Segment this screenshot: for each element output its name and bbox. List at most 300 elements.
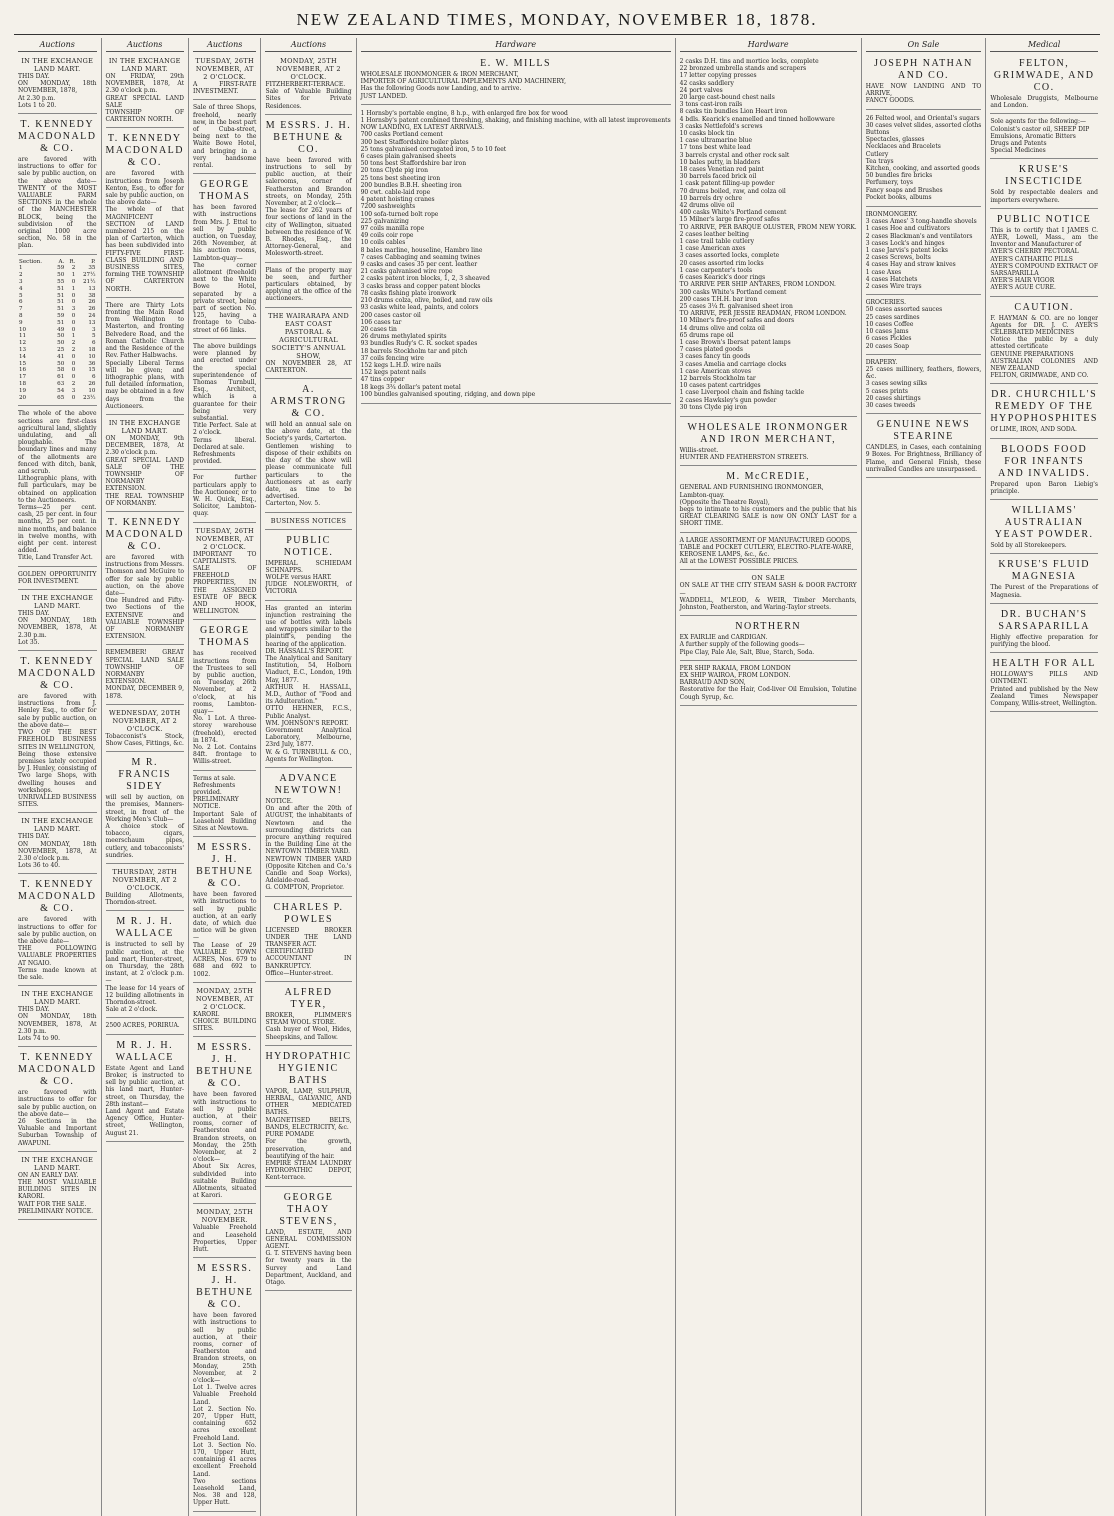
table-cell: 26 [88,299,96,306]
list-item: 42 drums olive oil [679,202,735,210]
ad-text: CANDLES, in Cases, each containing 9 Boxes. For Brightness, Brilliancy of Flame, and General Finish, these unrivalled Candles are unsurpassed. [865,444,982,473]
advertisement [265,532,351,601]
ad-headline: T. KENNEDY MACDONALD & CO. [18,1052,97,1088]
ad-text: (Opposite the Theatre Royal), [679,498,770,506]
table-cell: 51 [57,319,65,326]
list-item: 210 drums colza, olive, boiled, and raw oils [360,297,493,305]
list-item: 100 sofa-turned bolt rope [360,210,439,218]
table-cell: 10 [19,326,27,333]
advertisement [265,117,351,263]
ad-text: Sold by respectable dealers and importers everywhere. [990,189,1098,204]
ad-text: ARTHUR H. HASSALL, M.D., Author of "Food and its Adulteration." [265,683,352,706]
ad-text: JUDGE NOLEWORTH, of VICTORIA [265,581,352,596]
ad-text: is instructed to sell by public auction, at the land mart, Hunter-street, on Thursday, the 28th instant, at 2 o'clock p.m.— [105,941,184,985]
list-item: 93 bundles Rudy's C. R. socket spades [360,340,478,348]
ad-headline: DR. BUCHAN'S SARSAPARILLA [998,608,1090,632]
ad-title: IN THE EXCHANGE LAND MART. [108,57,181,73]
advertisement [680,535,857,571]
table-row [18,320,97,327]
list-item: 152 kegs patent nails [360,369,426,377]
ad-text: Sale of Valuable Building Sites for Private Residences. [265,88,352,110]
ad-headline: KRUSE'S FLUID MAGNESIA [998,559,1090,583]
ad-headline: T. KENNEDY MACDONALD & CO. [105,133,184,169]
ad-text: GOLDEN OPPORTUNITY FOR INVESTMENT. [18,570,97,585]
ad-text: TOWNSHIP OF CARTERTON NORTH. [105,109,184,124]
ad-text: Important Sale of Leasehold Building Sites at Newtown. [193,810,257,833]
ad-text: The whole of the above sections are first-class agricultural land, slightly undulating, and all ploughable. The boundary lines and many of the allotments are fenced with ditch, bank, and scrub. [18,410,97,476]
table-cell: 0 [71,367,76,374]
ad-text: FITZHERBERT-TERRACE. [265,81,346,88]
ad-text: Terms made known at the sale. [18,966,97,981]
ad-headline: M R. J. H. WALLACE [115,916,174,940]
table-cell: 1 [71,333,76,340]
ad-text: REMEMBER! GREAT SPECIAL LAND SALE TOWNSHIP OF NORMANBY EXTENSION. [105,649,184,686]
ad-text: WAIT FOR THE SALE. [18,1200,87,1208]
ad-title: IN THE EXCHANGE LAND MART. [21,1155,94,1172]
ad-text: THE FOLLOWING VALUABLE PROPERTIES AT NGAIO. [18,945,97,967]
advertisement [193,985,256,1038]
ad-headline: T. KENNEDY MACDONALD & CO. [18,656,97,692]
table-cell: 17 [19,374,27,381]
ad-headline: T. KENNEDY MACDONALD & CO. [18,119,97,155]
ad-title: THE WAIRARAPA AND EAST COAST PASTORAL & AGRICULTURAL SOCIETY'S ANNUAL SHOW, [268,311,349,360]
column-header: Auctions [18,40,97,52]
table-row [18,354,97,361]
ad-text: Lots 74 to 90. [18,1034,61,1042]
table-cell: 5 [91,333,96,340]
ad-text: 1 cases Hoe and cultivators [865,225,950,233]
advertisement [990,502,1098,554]
list-item: 70 drums boiled, raw, and colza oil [679,187,786,195]
table-cell: 50 [57,272,65,279]
advertisement [18,592,97,651]
table-cell: 25 [57,347,65,354]
list-item: 15 Milner's large fire-proof safes [679,216,780,224]
table-row [18,374,97,381]
ad-text: EX SHIP WAIROA, FROM LONDON. [679,672,791,680]
ad-text: JUST LANDED. [360,92,408,100]
table-cell: 13 [88,319,96,326]
table-cell: 21½ [82,279,96,286]
advertisement [106,866,185,911]
ad-text: THE MOST VALUABLE BUILDING SITES IN KARORI. [18,1179,97,1201]
table-cell: 11 [19,333,27,340]
ad-text: have been favored with instructions to sell by public auction, at an early date, of which due notice will be given— [193,891,257,942]
ad-title: MONDAY, 25TH NOVEMBER, AT 2 O'CLOCK. [195,986,254,1011]
advertisement [193,472,256,522]
table-cell: 6 [91,340,96,347]
advertisement [193,1206,256,1258]
list-item: TO ARRIVE, PER JESSIE READMAN, FROM LONDON. [679,310,847,318]
advertisement [990,55,1098,114]
ad-text: ON NOVEMBER 28, AT CARTERTON. [265,359,352,374]
ad-text: A further supply of the following goods— [679,641,805,649]
list-item: 3 tons cast-iron rails [679,101,743,109]
ad-text: CHOICE BUILDING SITES. [193,1017,257,1033]
list-item: 10 casks block tin [679,130,735,138]
ad-headline: M R. FRANCIS SIDEY [118,757,172,793]
ad-headline: ADVANCE NEWTOWN! [274,773,343,796]
ad-text: A FIRST-RATE INVESTMENT. [193,81,257,96]
list-item: TO ARRIVE, PER BARQUE OLUSTER, FROM NEW YORK. [679,223,857,231]
table-cell: 50 [57,333,65,340]
ad-title: IN THE EXCHANGE LAND MART. [21,594,94,611]
ad-text: ON SALE AT THE CITY STEAM SASH & DOOR FACTORY— [679,582,857,597]
table-cell: 3 [19,279,23,286]
table-cell: 0 [71,279,76,286]
column-1 [14,38,101,1516]
list-item: 8 bales marline, houseline, Hambro line [360,246,483,254]
table-cell: 3 [71,387,76,394]
ad-text: AYER'S CATHARTIC PILLS [990,255,1073,263]
ad-headline: M ESSRS. J. H. BETHUNE & CO. [196,1263,254,1311]
ad-text: The lease for 14 years of 12 building allotments in Thorndon-street. [105,984,184,1007]
ad-text: One Hundred and Fifty-two Sections of the EXTENSIVE and VALUABLE TOWNSHIP OF NORMANBY EXTENSION. [105,597,184,641]
ad-text: have been favored with instructions to sell by public auction, at their rooms, corner of Featherston and Brandon streets, on Monday, 25th November, at 2 o'clock— [193,1312,257,1384]
ad-headline: T. KENNEDY MACDONALD & CO. [18,879,97,915]
ad-headline: CAUTION. [1014,301,1074,313]
table-row [18,381,97,388]
list-item: 12 barrels Stockholm tar [679,374,756,382]
ad-text: Printed and published by the New Zealand Times Newspaper Company, Willis-street, Wellington. [990,685,1098,707]
advertisement [106,754,185,864]
list-item: 1 Hornsby's patent combined threshing, shaking, and finishing machine, with all latest improvements [360,117,671,125]
list-item: Fancy soaps and Brushes [865,186,943,194]
newspaper-title: NEW ZEALAND TIMES, MONDAY, NOVEMBER 18, 1878. [296,10,818,29]
table-header-row [18,259,97,266]
table-row [18,395,97,402]
ad-text: AYER'S COMPOUND EXTRACT OF SARSAPARILLA [990,262,1098,278]
ad-text: G. COMPTON, Proprietor. [265,884,344,892]
ad-headline: KRUSE'S INSECTICIDE [1005,164,1084,188]
ad-text: 4 cases Hatchets [865,275,918,283]
column-4 [260,38,355,1516]
column-header: Auctions [106,40,185,52]
list-item: 3 casks Nettlefold's screws [679,122,763,130]
advertisement [193,55,256,100]
table-row [18,286,97,293]
ad-text: Estate Agent and Land Broker, is instructed to sell by public auction, at his land mart, Hunter-street, on Thursday, the 28th instant— [105,1064,184,1108]
column-7 [861,38,986,1516]
advertisement [265,515,351,530]
ad-text: The above buildings were planned by and erected under the special superintendence of Thomas Turnbull, Esq., Architect, which is a guarantee for their being very substantial. [193,342,257,422]
list-item: Cutlery [865,150,889,158]
advertisement [265,55,351,115]
list-item: 20 tons Clyde pig iron [360,167,428,175]
ad-text: The Lease of 29 VALUABLE TOWN ACRES, Nos. 679 to 688 and 692 to 1002. [193,941,257,978]
table-cell: 7 [19,306,23,313]
ad-headline: WHOLESALE IRONMONGER AND IRON MERCHANT, [687,421,849,445]
table-cell: R. [69,258,76,265]
ad-text: TWO OF THE BEST FREEHOLD BUSINESS SITES IN WELLINGTON, [18,729,97,751]
list-item: 25 cases 3¼ ft. galvanised sheet iron [679,302,793,310]
column-3 [188,38,260,1516]
list-item: 3 cases assorted locks, complete [679,252,780,260]
list-item: 7200 sashweights [360,203,416,211]
table-cell: 13 [88,285,96,292]
ad-text: Plans of the property may be seen, and further particulars obtained, by applying at the office of the auctioneers. [265,266,352,303]
list-item: 2 cases leather belting [679,230,749,238]
advertisement [18,1154,97,1220]
ad-title: MONDAY, 25TH NOVEMBER. [196,1208,254,1225]
table-cell: 41 [57,353,65,360]
ad-headline: GEORGE THOMAS [199,625,251,649]
advertisement [193,102,256,174]
ad-text: Land Agent and Estate Agency Office, Hunter-street, Wellington, August 21. [105,1107,184,1137]
table-cell: 1 [71,272,76,279]
ad-text: are favored with instructions to offer for sale by public auction, on the above date— [18,916,97,945]
ad-text: Lot 2. Section No. 207, Upper Hutt, containing 652 acres excellent Freehold Land. [193,1405,257,1442]
table-cell: 5 [19,292,23,299]
list-item: 4 bdls. Kearick's enamelled and tinned hollowware [679,115,835,123]
ad-text: OTTO HEHNER, F.C.S., Public Analyst. [265,705,352,720]
ad-headline: T. KENNEDY MACDONALD & CO. [105,516,184,552]
ad-text: Building Allotments, Thorndon-street. [105,892,184,907]
advertisement [680,468,857,532]
ad-text: IMPERIAL SCHIEDAM SCHNAPPS. [265,559,352,574]
ad-text: will hold an annual sale on the above date, at the Society's yards, Carterton. [265,421,352,443]
table-cell: 3 [71,306,76,313]
column-header: Medical [990,40,1098,52]
ad-text: Sale at 2 o'clock. [105,1006,158,1014]
table-row [18,340,97,347]
ad-text: Terms—25 per cent. cash, 25 per cent. in four months, 25 per cent. in nine months, and balance in twelve months, with eight per cent. interest added. [18,504,97,555]
list-item: 7 cases plated goods [679,346,743,354]
ad-text: 4 cases Hay and straw knives [865,261,956,269]
ad-text: ON MONDAY, 18th NOVEMBER, 1878, At 2.30 p.m. [18,617,97,639]
ad-text: TABLE and POCKET CUTLERY, ELECTRO-PLATE-WARE, [679,543,854,551]
table-row [18,306,97,313]
ad-text: 3 cases sewing silks [865,380,927,388]
ad-text: Sold by all Storekeepers. [990,542,1067,550]
ad-text: G. T. STEVENS having been for twenty years in the Survey and Land Department, Auckland, and Otago. [265,1250,352,1286]
table-row [18,367,97,374]
table-cell: 36 [88,360,96,367]
ad-text: THIS DAY. [18,610,50,618]
table-row [18,313,97,320]
ad-text: KARORI. [193,1010,220,1018]
ad-text: Restorative for the Hair, Cod-liver Oil Emulsion, Tolutine Cough Syrup, &c. [679,686,857,701]
ad-text: THIS DAY. [18,1006,50,1014]
list-item: 20 cases assorted rim locks [679,259,764,267]
table-cell: 16 [19,367,27,374]
advertisement [866,297,982,354]
table-cell: A. [58,258,65,265]
ad-headline: GEORGE THOMAS [199,179,251,203]
list-item: 3 cases Amelia and carriage clocks [679,360,787,368]
advertisement [106,300,185,415]
ad-headline: PUBLIC NOTICE. [283,534,334,558]
list-item: Kitchen, cooking, and assorted goods [865,165,980,173]
list-item: 152 kegs L.H.D. wire nails [360,361,442,369]
table-cell: 63 [57,381,65,387]
table-cell: 2 [19,272,23,279]
advertisement [680,55,857,417]
table-cell: 50 [57,360,65,367]
ad-text: MONDAY, DECEMBER 9, 1878. [105,685,184,700]
advertisement [866,357,982,414]
ad-headline: HEALTH FOR ALL [992,658,1096,670]
ad-text: Carterton, Nov. 5. [265,500,321,508]
ad-text: Specially Liberal Terms will be given; and lithographic plans, with full detailed information, may be obtained in a few days from the Auctioneers. [105,359,184,410]
advertisement [265,381,351,512]
advertisement [680,419,857,466]
ad-headline: M ESSRS. J. H. BETHUNE & CO. [265,119,352,155]
table-cell: 9 [19,319,23,326]
table-row [18,361,97,368]
ad-headline: M ESSRS. J. H. BETHUNE & CO. [196,1042,254,1090]
ad-text: 10 cases Jams [865,328,909,336]
ad-text: Of LIME, IRON, AND SODA. [990,426,1077,434]
ad-headline: DR. CHURCHILL'S REMEDY OF THE HYPOPHOSPHITES [990,389,1098,425]
ad-text: DRAPERY. [865,358,898,366]
ad-text: ON MONDAY, 18th NOVEMBER, 1878, At 2.30 o'clock p.m. [18,840,97,862]
ad-headline: BLOODS FOOD FOR INFANTS AND INVALIDS. [998,443,1091,479]
table-cell: 2 [71,340,76,347]
table-row [18,279,97,286]
list-item: 10 bales putty, in bladders [679,158,761,166]
table-cell: 10 [88,387,96,394]
advertisement [193,622,256,770]
ad-text: are favored with instructions to offer for sale by public auction, on the above date— [18,1089,97,1118]
table-cell: 0 [71,326,76,333]
list-item: 2 casks D.H. tins and mortice locks, complete [679,58,819,65]
list-item: 37 coils fencing wire [360,354,424,362]
advertisement [193,341,256,470]
column-header: Hardware [361,40,671,52]
table-cell: 0 [71,292,76,299]
ad-text: FELTON, GRIMWADE, AND CO. [990,372,1089,380]
list-item: 6 cases plain galvanised sheets [360,153,456,161]
ad-text: has received instructions from the Trustees to sell by public auction, on Tuesday, 26th November, at 2 o'clock, at his rooms, Lambton-quay— [193,650,257,716]
advertisement [265,1048,351,1187]
ad-text: AYER'S CHERRY PECTORAL [990,248,1079,256]
ad-title: TUESDAY, 26TH NOVEMBER, AT 2 O'CLOCK. [195,526,254,551]
list-item: 10 Milner's fire-proof safes and doors [679,317,795,325]
table-cell: 59 [57,313,65,320]
list-item: 20 large cast-bound chest nails [679,94,775,102]
ad-text: WADDELL, M'LEOD, & WEIR, Timber Merchants, Johnston, Featherston, and Waring-Taylor streets. [679,596,857,611]
list-item: 1 case ultramarine blue [679,137,753,145]
ad-text: Being those extensive premises lately occupied by J. Hunley, consisting of Two large Shops, with dwelling houses and workshops. [18,750,97,794]
list-item: 200 cases T.H.H. bar iron [679,295,758,303]
table-cell: 51 [57,299,65,306]
table-cell: 26 [88,381,96,387]
ad-text: Title, Land Transfer Act. [18,554,93,562]
ad-text: Colonist's castor oil, SHEEP DIP [990,125,1090,133]
ad-text: 10 cases Coffee [865,320,914,328]
ad-text: LAND, ESTATE, AND GENERAL COMMISSION AGENT. [265,1228,352,1250]
ad-text: No. 2 Lot. Contains 84ft. frontage to Willis-street. [193,744,257,766]
ad-text: 50 cases assorted sauces [865,306,943,314]
list-item: 1 case carpenter's tools [679,266,753,274]
ad-title: IN THE EXCHANGE LAND MART. [21,817,94,834]
ad-headline: M. McCREDIE, [726,471,811,483]
ad-headline: JOSEPH NATHAN AND CO. [874,58,973,81]
list-item: 78 casks fishing plate ironwork [360,289,456,297]
ad-text: The Analytical and Sanitary Institution, 54, Holborn Viaduct, E.C., London, 19th May, 1877. [265,654,352,684]
list-item: Necklaces and Bracelets [865,143,941,151]
column-header: Hardware [680,40,857,52]
table-cell: 18 [88,347,96,354]
advertisement [990,386,1098,438]
ad-text: has been favored with instructions from Mrs. J. Ettel to sell by public auction, on Tuesday, 26th November, at his auction rooms, Lambton-quay— [193,204,257,262]
table-cell: 4 [19,285,23,292]
table-cell: 6 [19,299,23,306]
ad-text: PRELIMINARY NOTICE. [193,796,239,811]
ad-text: Terms at sale. [193,774,236,782]
table-row [18,333,97,340]
list-item: 97 coils manilla rope [360,225,425,233]
list-item: 7 cases Cabbaging and seaming twines [360,253,481,261]
ad-headline: A. ARMSTRONG & CO. [270,384,347,420]
list-item: 1 case American stoves [679,367,752,375]
ad-text: GREAT SPECIAL LAND SALE [105,94,184,109]
advertisement [106,707,185,752]
ad-text: HUNTER AND FEATHERSTON STREETS. [679,454,809,462]
ad-headline: GENUINE NEWS STEARINE [876,419,971,443]
advertisement [265,984,351,1046]
advertisement [193,839,256,982]
ad-headline: M ESSRS. J. H. BETHUNE & CO. [196,842,254,890]
ad-text: EX FAIRLIE and CARDIGAN. [679,634,768,642]
table-cell: 51 [57,285,65,292]
ad-text: Prepared upon Baron Liebig's principle. [990,480,1098,495]
ad-text: ON MONDAY, 18th NOVEMBER, 1878, At 2.30 p.m. [18,1013,97,1035]
ad-text: 20 cases shirtings [865,394,921,402]
table-cell: 14 [19,353,27,360]
table-cell: 65 [57,394,65,401]
list-item: 25 tons galvanised corrugated iron, 5 to 10 feet [360,145,507,153]
ad-text: LICENSED BROKER UNDER THE LAND TRANSFER ACT. [265,926,352,949]
table-cell: 20 [19,394,27,401]
list-item: 18 kegs 3¾ dollar's patent metal [360,383,461,391]
list-item: 30 cases velvet slides, assorted cloths [865,121,982,129]
advertisement [106,1020,185,1034]
masthead-rule [14,34,1100,35]
table-cell: 18 [19,381,27,387]
list-item: 4 patent hoisting cranes [360,196,435,204]
list-item: 93 casks white lead, paints, and colors [360,304,479,312]
ad-text: The whole of that MAGNIFICENT SECTION of LAND numbered 215 on the plan of Carterton, which has been subdivided into FIFTY-FIVE FIRST-CLASS BUILDING AND BUSINESS SITES, forming THE TOWNSHIP OF CARTERTON NORTH. [105,206,184,293]
ad-text: ON MONDAY, 9th DECEMBER, 1878, At 2.30 o'clock p.m. [105,434,184,457]
ad-title: IN THE EXCHANGE LAND MART. [21,990,94,1007]
ad-text: Willis-street. [679,446,719,454]
list-item: 50 bundles fire bricks [865,172,933,180]
ad-text: Sale of three Shops, freehold, nearly new, in the best part of Cuba-street, being next to the Waite Bowe Hotel, and bringing in a very handsome rental. [193,104,257,170]
advertisement [990,161,1098,208]
ad-title: IN THE EXCHANGE LAND MART. [21,57,94,73]
table-cell: 15 [88,367,96,374]
advertisement [990,556,1098,603]
ad-text: are favored with instructions to offer for sale by public auction, on the above date—TWENTY of the MOST VALUABLE FARM SECTIONS in the whole of the MANCHESTER BLOCK, being the subdivision of the original 1000 acre section, No. 58 in the plan. [18,156,97,250]
ad-text: BARRAUD AND SON, [679,679,746,687]
ad-text: have been favored with instructions to sell by public auction, at their salerooms, corner of Featherston and Brandon streets, on Monday, 25th November, at 2 o'clock— [265,156,352,208]
column-5 [356,38,675,1516]
advertisement [866,112,982,207]
list-item: 18 barrels Stockholm tar and pitch [360,347,468,355]
ad-text: Cash buyer of Wool, Hides, Sheepskins, and Tallow. [265,1026,352,1041]
ad-title: TUESDAY, 26TH NOVEMBER, AT 2 O'CLOCK. [195,57,254,81]
list-item: 14 drums olive and colza oil [679,324,765,332]
table-cell: 35 [88,265,96,272]
advertisement [680,572,857,616]
column-header: On Sale [866,40,982,52]
advertisement [866,416,982,478]
ad-text: Office—Hunter-street. [265,969,334,977]
ad-text: 25 cases millinery, feathers, flowers, &c. [865,365,982,381]
ad-text: ON AN EARLY DAY. [18,1171,79,1179]
